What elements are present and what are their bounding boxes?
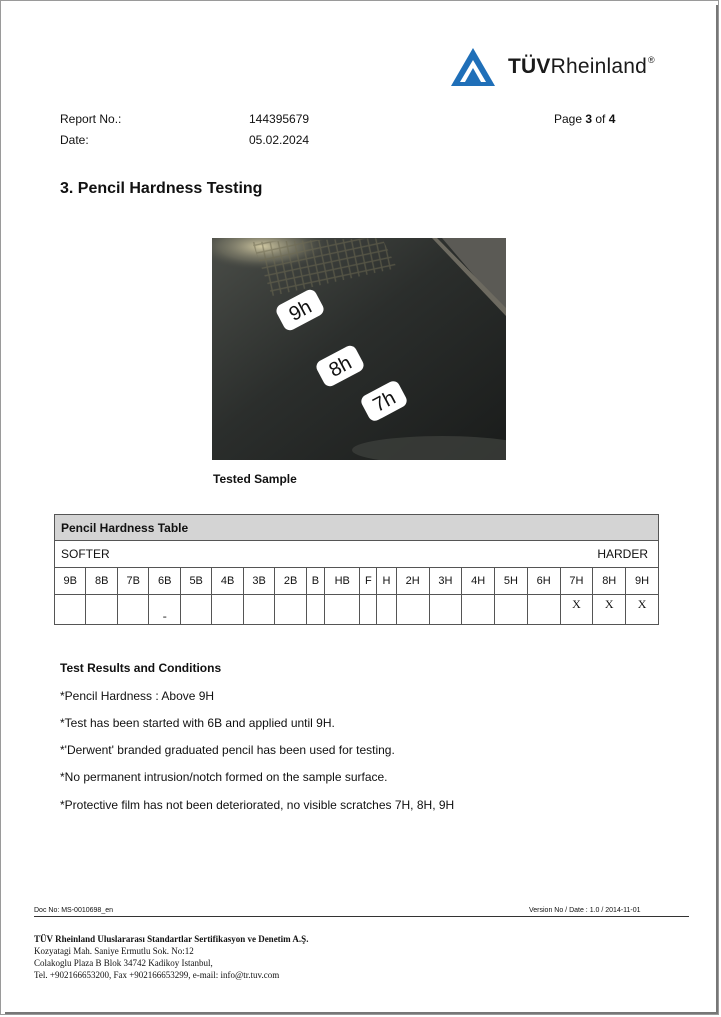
result-cell: [180, 595, 211, 625]
logo-wordmark: TÜVRheinland®: [508, 55, 655, 78]
company-name: TÜV Rheinland Uluslararası Standartlar Sertifikasyon ve Denetim A.Ş.: [34, 934, 309, 944]
harder-label: HARDER: [597, 547, 648, 561]
result-cell: [462, 595, 495, 625]
result-cell: [377, 595, 396, 625]
grade-cell: 2H: [396, 568, 429, 595]
section-title: 3. Pencil Hardness Testing: [60, 180, 263, 197]
grade-cell: 9H: [626, 568, 659, 595]
results-heading: Test Results and Conditions: [60, 661, 222, 675]
grade-cell: 6H: [527, 568, 560, 595]
table-title: Pencil Hardness Table: [55, 515, 659, 541]
result-cell: [243, 595, 274, 625]
photo-label-8h: 8h: [325, 351, 356, 382]
report-no-label: Report No.:: [60, 112, 122, 126]
grade-cell: 3H: [429, 568, 462, 595]
grade-cell: B: [306, 568, 324, 595]
address-line-2: Colakoglu Plaza B Blok 34742 Kadikoy Istanbul,: [34, 958, 213, 968]
result-row: [55, 595, 659, 625]
photo-label-7h: 7h: [369, 386, 400, 417]
tested-sample-photo: [212, 238, 506, 460]
result-cell: [55, 595, 86, 625]
hardness-range-row: [55, 541, 659, 568]
result-cell: X: [626, 595, 659, 625]
page-indicator: Page 3 of 4: [554, 112, 616, 126]
result-line: *Test has been started with 6B and applied until 9H.: [60, 716, 335, 730]
grade-cell: 5B: [180, 568, 211, 595]
grade-cell: H: [377, 568, 396, 595]
result-cell: [360, 595, 377, 625]
grade-cell: 2B: [275, 568, 306, 595]
result-cell: [527, 595, 560, 625]
result-cell: X: [560, 595, 593, 625]
contact-line: Tel. +902166653200, Fax +902166653299, e-mail: info@tr.tuv.com: [34, 970, 280, 980]
result-cell: [275, 595, 306, 625]
result-cell: [495, 595, 528, 625]
version-info: Version No / Date : 1.0 / 2014-11-01: [529, 907, 641, 914]
report-no-value: 144395679: [249, 112, 310, 126]
result-cell: [117, 595, 148, 625]
footer-divider: [34, 916, 689, 917]
date-value: 05.02.2024: [249, 133, 310, 147]
doc-number: Doc No: MS-0010698_en: [34, 907, 113, 914]
date-label: Date:: [60, 133, 89, 147]
company-address: [34, 933, 308, 981]
grade-cell: 6B: [149, 568, 180, 595]
result-cell: [396, 595, 429, 625]
triangle-logo-icon: [450, 47, 496, 87]
result-line: *Protective film has not been deteriorated, no visible scratches 7H, 8H, 9H: [60, 798, 455, 812]
softer-label: SOFTER: [61, 547, 110, 561]
grade-cell: 4H: [462, 568, 495, 595]
grade-cell: 8H: [593, 568, 626, 595]
result-cell: [325, 595, 360, 625]
grade-cell: 5H: [495, 568, 528, 595]
grade-header-row: [55, 568, 659, 595]
result-cell: [306, 595, 324, 625]
grade-cell: 7H: [560, 568, 593, 595]
result-cell: [212, 595, 243, 625]
grade-cell: 8B: [86, 568, 117, 595]
tuv-rheinland-logo: [450, 47, 655, 87]
result-line: *No permanent intrusion/notch formed on the sample surface.: [60, 770, 388, 784]
result-line: *Pencil Hardness : Above 9H: [60, 689, 215, 703]
pencil-hardness-table: [54, 514, 659, 625]
grade-cell: 9B: [55, 568, 86, 595]
result-cell: -: [149, 595, 180, 625]
grade-cell: 7B: [117, 568, 148, 595]
grade-cell: 3B: [243, 568, 274, 595]
result-cell: [86, 595, 117, 625]
result-cell: [429, 595, 462, 625]
photo-caption: Tested Sample: [213, 472, 297, 486]
address-line-1: Kozyatagi Mah. Saniye Ermutlu Sok. No:12: [34, 946, 194, 956]
grade-cell: HB: [325, 568, 360, 595]
result-line: *'Derwent' branded graduated pencil has been used for testing.: [60, 743, 395, 757]
photo-label-9h: 9h: [285, 295, 316, 326]
result-cell: X: [593, 595, 626, 625]
grade-cell: F: [360, 568, 377, 595]
grade-cell: 4B: [212, 568, 243, 595]
